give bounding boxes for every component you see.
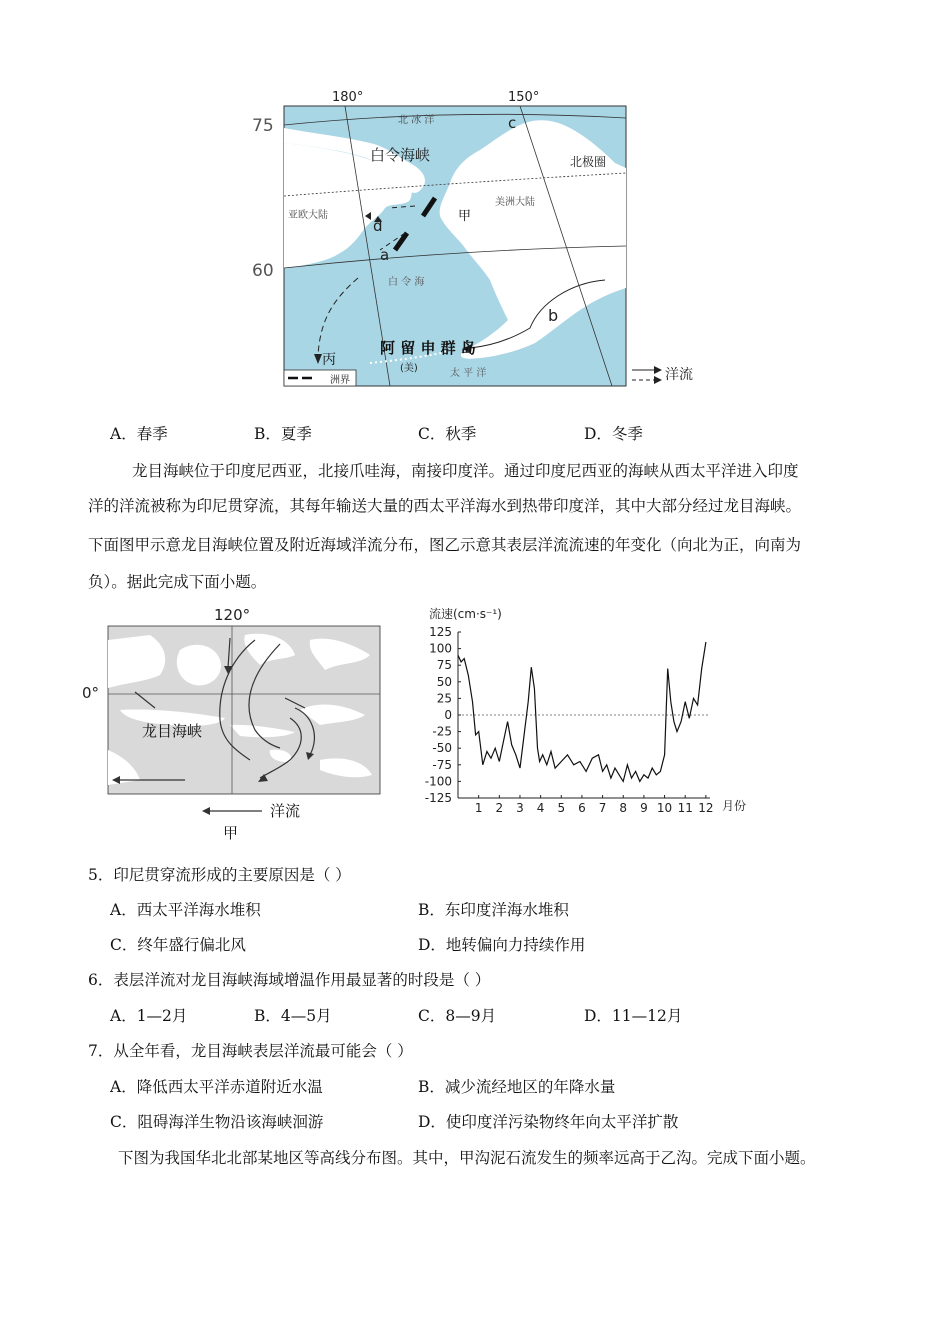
y-tick-label: -75 — [432, 757, 452, 772]
q7-option-a: A．降低西太平洋赤道附近水温 — [110, 1078, 323, 1096]
letter-d: d — [373, 217, 383, 235]
letter-b: b — [548, 306, 559, 325]
x-tick-label: 1 — [474, 801, 483, 815]
x-tick-label: 7 — [598, 801, 607, 815]
lat-0-label: 0° — [82, 684, 100, 702]
lon-150: 150° — [508, 90, 540, 105]
y-tick-label: 25 — [436, 691, 452, 706]
x-tick-label: 8 — [619, 801, 628, 815]
prev-option-d: D．冬季 — [584, 425, 643, 443]
lombok-map — [80, 600, 400, 845]
x-tick-label: 10 — [656, 801, 673, 815]
letter-a: a — [380, 246, 390, 264]
y-tick-label: 100 — [429, 641, 452, 656]
x-tick-label: 3 — [516, 801, 524, 815]
intro-line-3: 下面图甲示意龙目海峡位置及附近海域洋流分布，图乙示意其表层洋流流速的年变化（向北为正，向南为 — [88, 536, 802, 554]
q6-option-c: C．8—9月 — [418, 1007, 497, 1025]
eurasia-label: 亚欧大陆 — [288, 210, 328, 221]
usa-label: (美) — [400, 363, 418, 374]
y-tick-label: -50 — [432, 741, 452, 756]
x-tick-label: 12 — [698, 801, 714, 815]
legend-boundary-label: 洲界 — [330, 375, 350, 386]
aleutian-label: 阿 留 申 群 岛 — [380, 339, 476, 357]
x-tick-label: 2 — [495, 801, 504, 815]
x-tick-label: 11 — [677, 801, 693, 815]
lat-60: 60 — [252, 261, 274, 281]
y-tick-label: 50 — [436, 674, 452, 689]
prev-option-a: A．春季 — [110, 425, 168, 443]
arctic-circle-label: 北极圈 — [570, 155, 607, 169]
letter-c: c — [508, 114, 517, 132]
intro-line-1: 龙目海峡位于印度尼西亚，北接爪哇海，南接印度洋。通过印度尼西亚的海峡从西太平洋进入印度 — [132, 462, 799, 480]
lombok-map-figure — [80, 600, 400, 845]
q7-option-b: B．减少流经地区的年降水量 — [418, 1078, 616, 1096]
intro-line-2: 洋的洋流被称为印尼贯穿流，其每年输送大量的西太平洋海水到热带印度洋，其中大部分经过龙目海峡。 — [88, 497, 802, 515]
legend-current-arrow-1 — [654, 366, 662, 374]
prev-option-c: C．秋季 — [418, 425, 477, 443]
legend2-label: 洋流 — [270, 802, 301, 820]
flow-speed-chart — [412, 600, 757, 820]
flow-chart-figure — [412, 600, 757, 820]
chart-ylabel: 流速(cm·s⁻¹) — [429, 607, 502, 621]
legend-current-arrow-2 — [654, 376, 662, 384]
x-tick-label: 9 — [640, 801, 648, 815]
q5-option-a: A．西太平洋海水堆积 — [110, 901, 261, 919]
intro-line-4: 负）。据此完成下面小题。 — [88, 573, 267, 591]
y-tick-label: 75 — [436, 658, 452, 673]
x-tick-label: 5 — [557, 801, 566, 815]
q7-option-d: D．使印度洋污染物终年向太平洋扩散 — [418, 1113, 679, 1131]
bering-map-figure — [240, 88, 710, 388]
prev-option-b: B．夏季 — [254, 425, 312, 443]
x-tick-label: 4 — [536, 801, 545, 815]
y-tick-label: -125 — [424, 791, 452, 805]
y-tick-label: 125 — [429, 625, 452, 639]
chart-xlabel: 月份 — [722, 799, 747, 813]
q5-option-c: C．终年盛行偏北风 — [110, 936, 246, 954]
bering-sea-label: 白 令 海 — [388, 277, 425, 288]
lon-120-label: 120° — [214, 606, 251, 624]
bering-map — [240, 88, 710, 388]
q7-stem: 7．从全年看，龙目海峡表层洋流最可能会（ ） — [88, 1042, 413, 1060]
flow-speed-series — [458, 642, 706, 781]
q5-option-d: D．地转偏向力持续作用 — [418, 936, 586, 954]
legend-current-label: 洋流 — [665, 367, 693, 383]
q6-stem: 6．表层洋流对龙目海峡海域增温作用最显著的时段是（ ） — [88, 971, 491, 989]
map2-caption: 甲 — [223, 824, 239, 842]
ocean-north-label: 北 冰 洋 — [398, 115, 435, 126]
x-tick-label: 6 — [578, 801, 586, 815]
q5-stem: 5．印尼贯穿流形成的主要原因是（ ） — [88, 866, 351, 884]
jia-label: 甲 — [458, 209, 472, 224]
bing-label: 丙 — [322, 352, 336, 368]
pacific-label: 太 平 洋 — [450, 368, 487, 379]
q5-option-b: B．东印度洋海水堆积 — [418, 901, 569, 919]
legend2-current-arrow — [202, 807, 210, 815]
america-label: 美洲大陆 — [495, 197, 535, 208]
next-intro: 下图为我国华北北部某地区等高线分布图。其中，甲沟泥石流发生的频率远高于乙沟。完成下面小题。 — [118, 1149, 816, 1167]
q6-option-a: A．1—2月 — [110, 1007, 188, 1025]
q6-option-b: B．4—5月 — [254, 1007, 332, 1025]
q6-option-d: D．11—12月 — [584, 1007, 683, 1025]
lat-75: 75 — [252, 116, 274, 136]
y-tick-label: -100 — [424, 774, 452, 789]
q7-option-c: C．阻碍海洋生物沿该海峡洄游 — [110, 1113, 324, 1131]
y-tick-label: -25 — [432, 724, 452, 739]
y-tick-label: 0 — [444, 708, 452, 722]
lon-180: 180° — [332, 90, 364, 105]
strait-label: 龙目海峡 — [142, 722, 203, 740]
bering-strait-label: 白令海峡 — [370, 146, 431, 164]
